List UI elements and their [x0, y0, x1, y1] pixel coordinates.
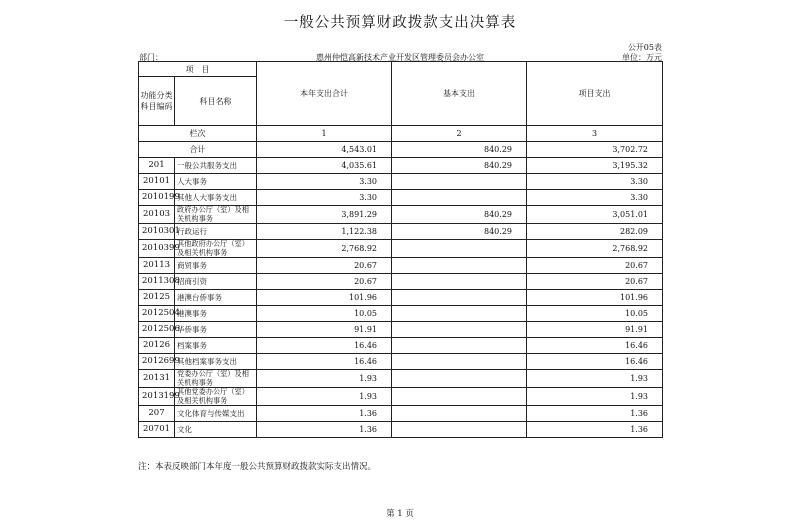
column-no-1: 1	[257, 126, 392, 142]
row-project: 1.93	[527, 388, 663, 406]
table-row	[139, 224, 663, 240]
row-project: 3,702.72	[527, 142, 663, 158]
row-total: 1,122.38	[257, 224, 392, 240]
row-code: 20125	[139, 290, 175, 306]
row-name: 档案事务	[175, 338, 257, 354]
row-basic: 840.29	[392, 224, 527, 240]
row-total: 16.46	[257, 338, 392, 354]
row-project: 282.09	[527, 224, 663, 240]
row-project: 1.36	[527, 406, 663, 422]
row-name: 华侨事务	[175, 322, 257, 338]
table-row	[139, 370, 663, 388]
department-name: 惠州仲恺高新技术产业开发区管理委员会办公室	[316, 53, 484, 62]
table-row	[139, 354, 663, 370]
row-basic: 840.29	[392, 158, 527, 174]
row-project: 1.36	[527, 422, 663, 438]
row-basic	[392, 274, 527, 290]
row-code: 207	[139, 406, 175, 422]
row-code: 20101	[139, 174, 175, 190]
row-project: 10.05	[527, 306, 663, 322]
row-code: 20701	[139, 422, 175, 438]
row-basic	[392, 240, 527, 258]
row-total: 20.67	[257, 258, 392, 274]
row-code: 2011308	[139, 274, 175, 290]
table-row	[139, 322, 663, 338]
header-item: 项 目	[139, 62, 257, 77]
row-code: 20103	[139, 206, 175, 224]
row-project: 1.93	[527, 370, 663, 388]
row-project: 16.46	[527, 338, 663, 354]
row-project: 16.46	[527, 354, 663, 370]
row-basic	[392, 406, 527, 422]
table-row	[139, 422, 663, 438]
expenditure-table-wrapper	[138, 61, 662, 438]
row-basic	[392, 190, 527, 206]
table-row	[139, 174, 663, 190]
row-total: 1.36	[257, 422, 392, 438]
row-code: 20131	[139, 370, 175, 388]
row-project: 20.67	[527, 258, 663, 274]
row-total: 3,891.29	[257, 206, 392, 224]
header-total: 本年支出合计	[257, 62, 392, 126]
column-no-3: 3	[527, 126, 663, 142]
column-no-label: 栏次	[139, 126, 257, 142]
row-name: 党委办公厅（室）及相关机构事务	[175, 370, 257, 388]
row-project: 3,051.01	[527, 206, 663, 224]
row-total: 20.67	[257, 274, 392, 290]
row-code: 20126	[139, 338, 175, 354]
row-project: 101.96	[527, 290, 663, 306]
row-name: 招商引资	[175, 274, 257, 290]
form-code: 公开05表	[627, 43, 662, 52]
row-code: 201	[139, 158, 175, 174]
header-basic: 基本支出	[392, 62, 527, 126]
row-basic	[392, 174, 527, 190]
row-basic	[392, 388, 527, 406]
row-code: 2010199	[139, 190, 175, 206]
row-total: 4,035.61	[257, 158, 392, 174]
page-number: 第 1 页	[386, 509, 414, 519]
row-code: 2010399	[139, 240, 175, 258]
table-row	[139, 158, 663, 174]
row-project: 3.30	[527, 190, 663, 206]
row-code: 2012699	[139, 354, 175, 370]
row-code: 20113	[139, 258, 175, 274]
table-row	[139, 406, 663, 422]
row-code: 2010301	[139, 224, 175, 240]
row-basic: 840.29	[392, 206, 527, 224]
row-name: 其他人大事务支出	[175, 190, 257, 206]
row-name: 合计	[139, 142, 257, 158]
row-name: 港澳台侨事务	[175, 290, 257, 306]
header-code: 功能分类科目编码	[139, 77, 175, 126]
table-row	[139, 206, 663, 224]
row-name: 一般公共服务支出	[175, 158, 257, 174]
row-code: 2012506	[139, 322, 175, 338]
row-code: 2013199	[139, 388, 175, 406]
column-number-row	[139, 126, 663, 142]
header-row-item	[139, 62, 663, 77]
row-total: 1.93	[257, 388, 392, 406]
row-basic	[392, 370, 527, 388]
row-total: 1.93	[257, 370, 392, 388]
row-basic	[392, 258, 527, 274]
row-project: 91.91	[527, 322, 663, 338]
row-basic	[392, 290, 527, 306]
row-basic	[392, 322, 527, 338]
row-name: 其他政府办公厅（室）及相关机构事务	[175, 240, 257, 258]
row-name: 文化体育与传媒支出	[175, 406, 257, 422]
row-project: 20.67	[527, 274, 663, 290]
row-total: 3.30	[257, 174, 392, 190]
expenditure-table	[138, 61, 663, 438]
row-total: 91.91	[257, 322, 392, 338]
row-name: 行政运行	[175, 224, 257, 240]
row-project: 3,195.32	[527, 158, 663, 174]
row-basic	[392, 354, 527, 370]
page-title: 一般公共预算财政拨款支出决算表	[283, 15, 517, 31]
header-name: 科目名称	[175, 77, 257, 126]
row-name: 其他党委办公厅（室）及相关机构事务	[175, 388, 257, 406]
column-no-2: 2	[392, 126, 527, 142]
row-basic: 840.29	[392, 142, 527, 158]
table-row	[139, 258, 663, 274]
row-total: 16.46	[257, 354, 392, 370]
footnote: 注：本表反映部门本年度一般公共预算财政拨款实际支出情况。	[138, 462, 377, 472]
row-name: 商贸事务	[175, 258, 257, 274]
row-basic	[392, 422, 527, 438]
department-label: 部门：	[139, 53, 163, 62]
row-total: 3.30	[257, 190, 392, 206]
row-total: 101.96	[257, 290, 392, 306]
table-row	[139, 290, 663, 306]
row-name: 人大事务	[175, 174, 257, 190]
row-total: 1.36	[257, 406, 392, 422]
row-name: 其他档案事务支出	[175, 354, 257, 370]
row-code: 2012504	[139, 306, 175, 322]
row-basic	[392, 306, 527, 322]
table-row	[139, 142, 663, 158]
row-name: 政府办公厅（室）及相关机构事务	[175, 206, 257, 224]
table-row	[139, 190, 663, 206]
header-project: 项目支出	[527, 62, 663, 126]
row-total: 2,768.92	[257, 240, 392, 258]
row-name: 港澳事务	[175, 306, 257, 322]
row-basic	[392, 338, 527, 354]
table-row	[139, 388, 663, 406]
row-project: 3.30	[527, 174, 663, 190]
table-row	[139, 306, 663, 322]
unit-label: 单位：万元	[622, 53, 662, 62]
row-total: 10.05	[257, 306, 392, 322]
table-row	[139, 274, 663, 290]
table-row	[139, 338, 663, 354]
row-project: 2,768.92	[527, 240, 663, 258]
table-row	[139, 240, 663, 258]
row-name: 文化	[175, 422, 257, 438]
row-total: 4,543.01	[257, 142, 392, 158]
